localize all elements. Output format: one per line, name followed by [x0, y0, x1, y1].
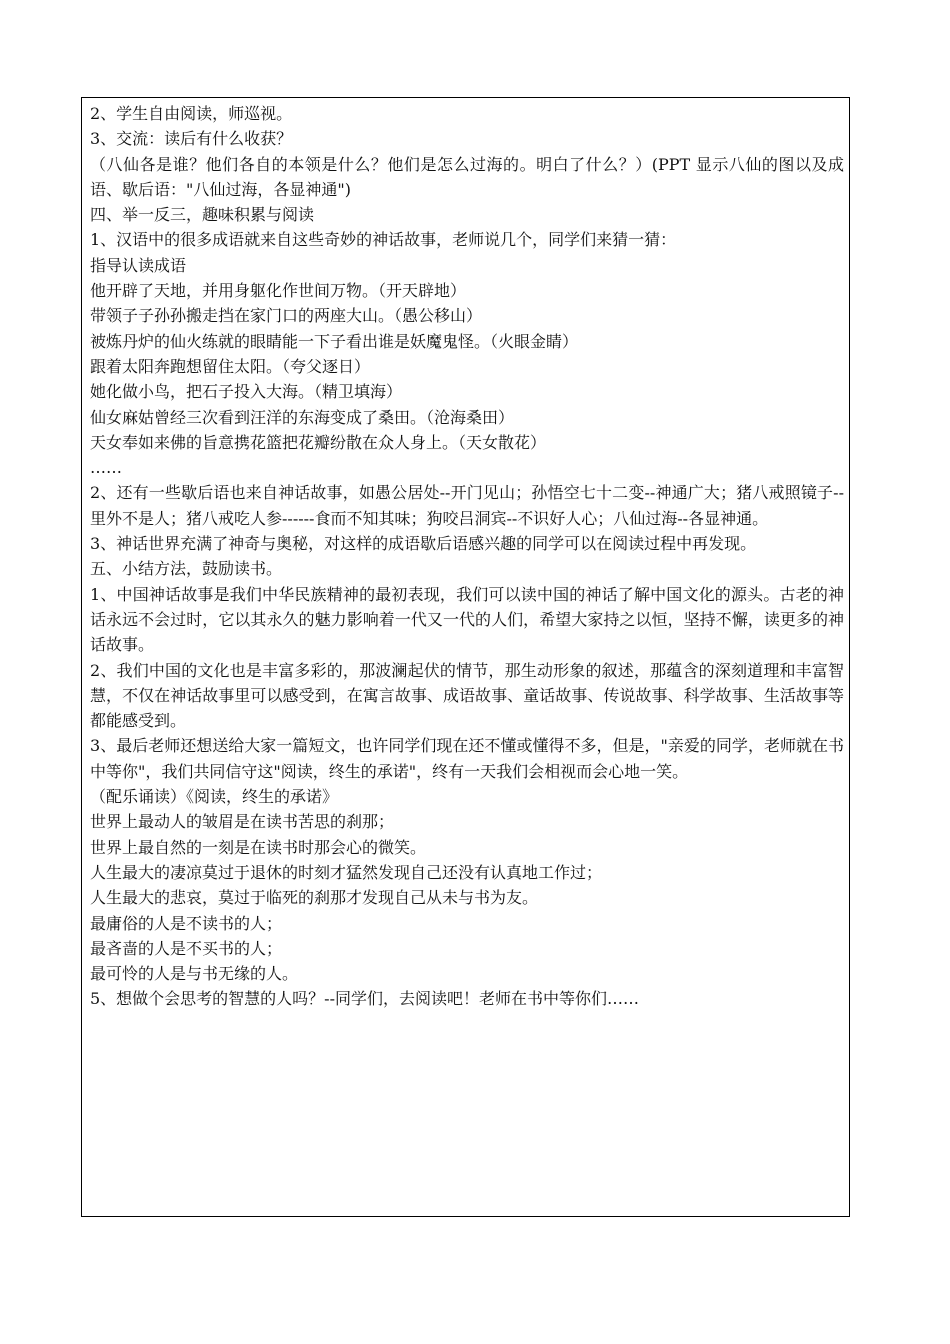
poem-title: （配乐诵读）《阅读，终生的承诺》: [90, 787, 339, 807]
text-line: 3、神话世界充满了神奇与奥秘，对这样的成语歇后语感兴趣的同学可以在阅读过程中再发现。: [90, 534, 757, 554]
poem-line: 世界上最动人的皱眉是在读书苦思的刹那；: [90, 812, 395, 832]
text-line: 2、我们中国的文化也是丰富多彩的，那波澜起伏的情节，那生动形象的叙述，那蕴含的深刻道理和丰富智慧，不仅在神话故事里可以感受到，在寓言故事、成语故事、童话故事、传说故事、科学故事、生活故事等都能感受到。: [90, 660, 844, 731]
poem-line: 世界上最自然的一刻是在读书时那会心的微笑。: [90, 837, 427, 857]
idiom-line: 带领子子孙孙搬走挡在家门口的两座大山。（愚公移山）: [90, 306, 483, 326]
section-heading: 五、小结方法，鼓励读书。: [90, 559, 283, 579]
idiom-line: 仙女麻姑曾经三次看到汪洋的东海变成了桑田。（沧海桑田）: [90, 407, 515, 427]
lesson-text: [90, 101, 844, 1012]
poem-line: 最吝啬的人是不买书的人；: [90, 938, 283, 958]
idiom-line: 跟着太阳奔跑想留住太阳。（夸父逐日）: [90, 356, 371, 376]
text-line: 5、想做个会思考的智慧的人吗？--同学们，去阅读吧！老师在书中等你们……: [90, 989, 639, 1009]
poem-line: 人生最大的凄凉莫过于退休的时刻才猛然发现自己还没有认真地工作过；: [90, 862, 603, 882]
poem-line: 最庸俗的人是不读书的人；: [90, 913, 283, 933]
idiom-line: 她化做小鸟，把石子投入大海。（精卫填海）: [90, 382, 403, 402]
text-line: 1、汉语中的很多成语就来自这些奇妙的神话故事，老师说几个，同学们来猜一猜：: [90, 230, 677, 250]
idiom-line: 天女奉如来佛的旨意携花篮把花瓣纷散在众人身上。（天女散花）: [90, 432, 547, 452]
text-line: 3、最后老师还想送给大家一篇短文，也许同学们现在还不懂或懂得不多，但是，"亲爱的同学，老师就在书中等你"，我们共同信守这"阅读，终生的承诺"，终有一天我们会相视而会心地一笑。: [90, 736, 844, 781]
poem-line: 最可怜的人是与书无缘的人。: [90, 964, 299, 984]
idiom-line: 被炼丹炉的仙火练就的眼睛能一下子看出谁是妖魔鬼怪。（火眼金睛）: [90, 331, 579, 351]
poem-line: 人生最大的悲哀，莫过于临死的刹那才发现自己从未与书为友。: [90, 888, 539, 908]
section-heading: 四、举一反三，趣味积累与阅读: [90, 205, 315, 225]
ellipsis-line: ……: [90, 458, 122, 478]
text-line: 指导认读成语: [90, 255, 187, 275]
text-line: 2、还有一些歇后语也来自神话故事，如愚公居处--开门见山；孙悟空七十二变--神通广大；猪八戒照镜子--里外不是人；猪八戒吃人参------食而不知其味；狗咬吕洞宾--不识好人心；八仙过海--各显神通。: [90, 483, 844, 528]
text-line: （八仙各是谁？他们各自的本领是什么？他们是怎么过海的。明白了什么？）(PPT 显示八仙的图以及成语、歇后语："八仙过海，各显神通"): [90, 154, 844, 199]
idiom-line: 他开辟了天地，并用身躯化作世间万物。（开天辟地）: [90, 281, 467, 301]
text-line: 2、学生自由阅读，师巡视。: [90, 104, 293, 123]
text-line: 1、中国神话故事是我们中华民族精神的最初表现，我们可以读中国的神话了解中国文化的源头。古老的神话永远不会过时，它以其永久的魅力影响着一代又一代的人们，希望大家持之以恒，坚持不懈，读更多的神话故事。: [90, 584, 844, 655]
text-line: 3、交流：读后有什么收获？: [90, 129, 293, 149]
lesson-plan-table-cell: [81, 97, 850, 1217]
